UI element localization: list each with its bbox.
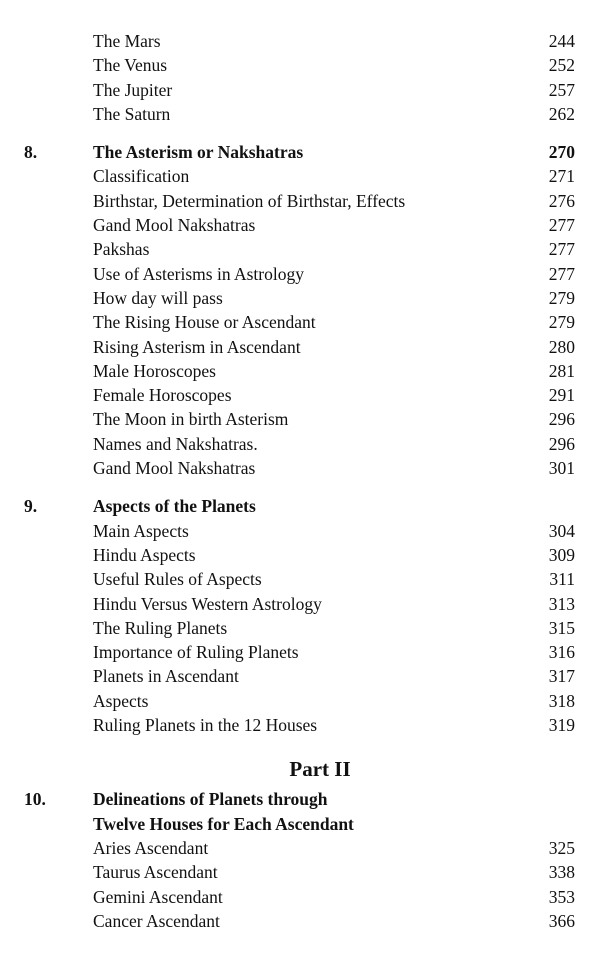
- entry-title: Pakshas: [93, 239, 150, 260]
- toc-entry: [0, 909, 600, 933]
- chapter-heading: [0, 494, 600, 518]
- page-number: 316: [548, 642, 575, 663]
- page-number: 318: [548, 690, 575, 711]
- entry-title: Use of Asterisms in Astrology: [93, 263, 304, 284]
- toc-entry: [0, 102, 600, 126]
- chapter-title: The Asterism or Nakshatras: [93, 142, 304, 163]
- page-number: 281: [548, 360, 575, 381]
- chapter-heading: [0, 812, 600, 836]
- page-number: 319: [548, 715, 575, 736]
- entry-title: Classification: [93, 166, 190, 187]
- toc-entry: [0, 213, 600, 237]
- toc-entry: [0, 640, 600, 664]
- entry-title: How day will pass: [93, 287, 223, 308]
- toc-section: [0, 751, 600, 933]
- toc-entry: [0, 432, 600, 456]
- entry-title: The Venus: [93, 55, 168, 76]
- entry-title: Gemini Ascendant: [93, 886, 223, 907]
- toc-entry: [0, 29, 600, 53]
- chapter-number: 10.: [24, 789, 46, 810]
- chapter-number: 9.: [24, 496, 38, 517]
- page-number: 338: [548, 862, 575, 883]
- entry-title: The Moon in birth Asterism: [93, 409, 289, 430]
- toc-entry: [0, 237, 600, 261]
- toc-entry: [0, 407, 600, 431]
- entry-title: Rising Asterism in Ascendant: [93, 336, 301, 357]
- page-number: 313: [548, 593, 575, 614]
- page-number: 317: [548, 666, 575, 687]
- entry-title: Hindu Versus Western Astrology: [93, 593, 322, 614]
- page-number: 271: [548, 166, 575, 187]
- toc-entry: [0, 359, 600, 383]
- entry-title: The Saturn: [93, 103, 171, 124]
- page-number: 277: [548, 215, 575, 236]
- entry-title: Taurus Ascendant: [93, 862, 218, 883]
- toc-entry: [0, 543, 600, 567]
- page-number: 279: [548, 287, 575, 308]
- entry-title: Ruling Planets in the 12 Houses: [93, 715, 318, 736]
- chapter-title: Twelve Houses for Each Ascendant: [93, 813, 354, 834]
- toc-entry: [0, 519, 600, 543]
- page-number: 291: [548, 385, 575, 406]
- page-number: 315: [548, 617, 575, 638]
- chapter-heading: [0, 140, 600, 164]
- page-number: 280: [548, 336, 575, 357]
- page-number: 277: [548, 239, 575, 260]
- entry-title: The Jupiter: [93, 79, 173, 100]
- toc-entry: [0, 164, 600, 188]
- part-heading: Part II: [289, 757, 351, 782]
- toc-entry: [0, 664, 600, 688]
- toc-entry: [0, 286, 600, 310]
- page-number: 252: [548, 55, 575, 76]
- entry-title: Aspects: [93, 690, 149, 711]
- page-number: 262: [548, 103, 575, 124]
- page-number: 353: [548, 886, 575, 907]
- toc-entry: [0, 592, 600, 616]
- entry-title: Importance of Ruling Planets: [93, 642, 299, 663]
- toc-section: [0, 29, 600, 126]
- entry-title: Gand Mool Nakshatras: [93, 458, 256, 479]
- entry-title: Hindu Aspects: [93, 544, 196, 565]
- toc-entry: [0, 689, 600, 713]
- page-number: 301: [548, 458, 575, 479]
- toc-section: [0, 494, 600, 737]
- page-number: 244: [548, 31, 575, 51]
- page-number: 325: [548, 837, 575, 858]
- entry-title: Useful Rules of Aspects: [93, 569, 262, 590]
- entry-title: Gand Mool Nakshatras: [93, 215, 256, 236]
- entry-title: Female Horoscopes: [93, 385, 232, 406]
- entry-title: Names and Nakshatras.: [93, 433, 258, 454]
- page-number: 304: [548, 520, 575, 541]
- page-number: 257: [548, 79, 575, 100]
- chapter-heading: [0, 787, 600, 811]
- toc-entry: [0, 860, 600, 884]
- entry-title: Main Aspects: [93, 520, 189, 541]
- toc-entry: [0, 53, 600, 77]
- page-number: 279: [548, 312, 575, 333]
- table-of-contents: [0, 29, 600, 933]
- entry-title: The Ruling Planets: [93, 617, 228, 638]
- toc-entry: [0, 335, 600, 359]
- page-number: 276: [548, 190, 575, 211]
- page-number: 366: [548, 910, 575, 931]
- page-number: 270: [548, 142, 575, 163]
- entry-title: The Rising House or Ascendant: [93, 312, 316, 333]
- toc-entry: [0, 456, 600, 480]
- toc-entry: [0, 616, 600, 640]
- toc-entry: [0, 885, 600, 909]
- toc-entry: [0, 262, 600, 286]
- toc-entry: [0, 383, 600, 407]
- page-number: 311: [549, 569, 575, 590]
- page-number: 296: [548, 433, 575, 454]
- toc-entry: [0, 78, 600, 102]
- entry-title: Birthstar, Determination of Birthstar, Effects: [93, 190, 406, 211]
- entry-title: Planets in Ascendant: [93, 666, 239, 687]
- page-number: 277: [548, 263, 575, 284]
- entry-title: The Mars: [93, 31, 161, 51]
- toc-entry: [0, 713, 600, 737]
- entry-title: Aries Ascendant: [93, 837, 209, 858]
- entry-title: Cancer Ascendant: [93, 910, 220, 931]
- chapter-title: Delineations of Planets through: [93, 789, 328, 810]
- page-number: 309: [548, 544, 575, 565]
- toc-entry: [0, 189, 600, 213]
- chapter-title: Aspects of the Planets: [93, 496, 256, 517]
- toc-entry: [0, 567, 600, 591]
- toc-entry: [0, 836, 600, 860]
- toc-entry: [0, 310, 600, 334]
- entry-title: Male Horoscopes: [93, 360, 216, 381]
- chapter-number: 8.: [24, 142, 38, 163]
- toc-section: [0, 140, 600, 480]
- page-number: 296: [548, 409, 575, 430]
